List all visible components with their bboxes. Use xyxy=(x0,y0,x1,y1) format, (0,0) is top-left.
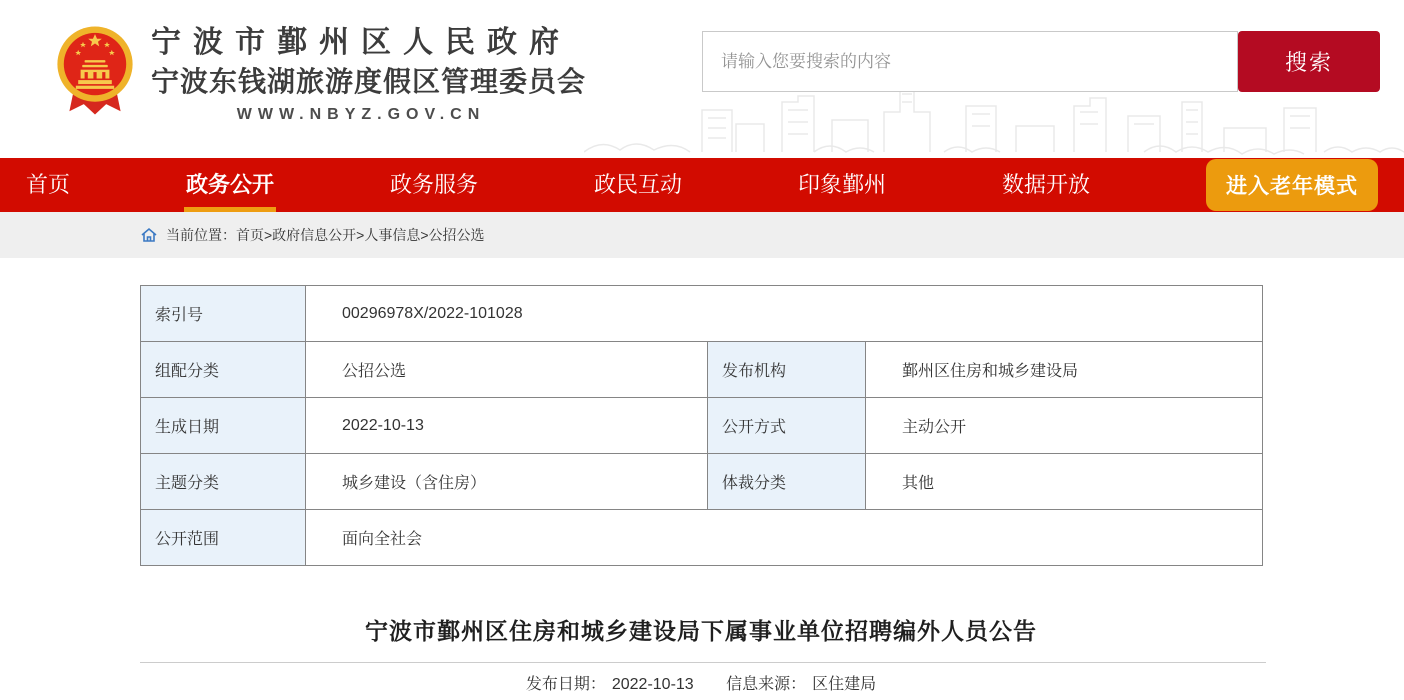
publisher-label: 发布机构 xyxy=(708,342,866,398)
site-url: WWW.NBYZ.GOV.CN xyxy=(236,106,486,123)
breadcrumb xyxy=(0,212,1404,258)
national-emblem-icon xyxy=(55,24,135,121)
publish-date-value: 2022-10-13 xyxy=(611,676,694,693)
source-label: 信息来源： xyxy=(726,676,807,693)
disclosure-scope-value: 面向全社会 xyxy=(306,510,1263,566)
site-titles xyxy=(151,24,586,124)
table-row xyxy=(141,510,1263,566)
table-row xyxy=(141,342,1263,398)
table-row xyxy=(141,286,1263,342)
article-meta xyxy=(140,671,1262,694)
site-title: 宁波市鄞州区人民政府 xyxy=(151,26,571,59)
breadcrumb-prefix: 当前位置： xyxy=(166,227,236,243)
nav-item-impression-yinzhou[interactable]: 印象鄞州 xyxy=(798,172,887,197)
disclosure-scope-label: 公开范围 xyxy=(141,510,306,566)
genre-category-label: 体裁分类 xyxy=(708,454,866,510)
elder-mode-button[interactable]: 进入老年模式 xyxy=(1206,159,1378,211)
search-input[interactable] xyxy=(702,31,1238,92)
table-row xyxy=(141,454,1263,510)
create-date-value: 2022-10-13 xyxy=(306,398,708,454)
group-category-value: 公招公选 xyxy=(306,342,708,398)
index-number-value: 00296978X/2022-101028 xyxy=(306,286,1263,342)
nav-item-open-data[interactable]: 数据开放 xyxy=(1002,172,1091,197)
table-row xyxy=(141,398,1263,454)
disclosure-method-label: 公开方式 xyxy=(708,398,866,454)
theme-category-label: 主题分类 xyxy=(141,454,306,510)
genre-category-value: 其他 xyxy=(866,454,1263,510)
site-logo-group xyxy=(55,24,586,124)
search-bar xyxy=(702,31,1380,92)
group-category-label: 组配分类 xyxy=(141,342,306,398)
publisher-value: 鄞州区住房和城乡建设局 xyxy=(866,342,1263,398)
index-number-label: 索引号 xyxy=(141,286,306,342)
create-date-label: 生成日期 xyxy=(141,398,306,454)
article-title: 宁波市鄞州区住房和城乡建设局下属事业单位招聘编外人员公告 xyxy=(365,618,1037,644)
disclosure-method-value: 主动公开 xyxy=(866,398,1263,454)
breadcrumb-path[interactable]: 首页>政府信息公开>人事信息>公招公选 xyxy=(236,227,485,243)
site-subtitle: 宁波东钱湖旅游度假区管理委员会 xyxy=(151,66,587,97)
publish-date-label: 发布日期： xyxy=(525,676,606,693)
theme-category-value: 城乡建设（含住房） xyxy=(306,454,708,510)
nav-item-label: 政务公开 xyxy=(186,172,275,197)
search-button[interactable]: 搜索 xyxy=(1238,31,1380,92)
main-nav xyxy=(0,158,1404,212)
title-divider xyxy=(140,662,1266,663)
nav-item-home[interactable]: 首页 xyxy=(26,172,71,197)
nav-item-public-interaction[interactable]: 政民互动 xyxy=(594,172,683,197)
source-value: 区住建局 xyxy=(812,676,877,693)
nav-item-gov-services[interactable]: 政务服务 xyxy=(390,172,479,197)
document-info-table xyxy=(140,285,1263,566)
nav-item-gov-disclosure[interactable] xyxy=(186,158,274,212)
active-tab-underline xyxy=(184,207,276,212)
home-icon xyxy=(140,227,158,243)
site-header xyxy=(0,0,1404,158)
